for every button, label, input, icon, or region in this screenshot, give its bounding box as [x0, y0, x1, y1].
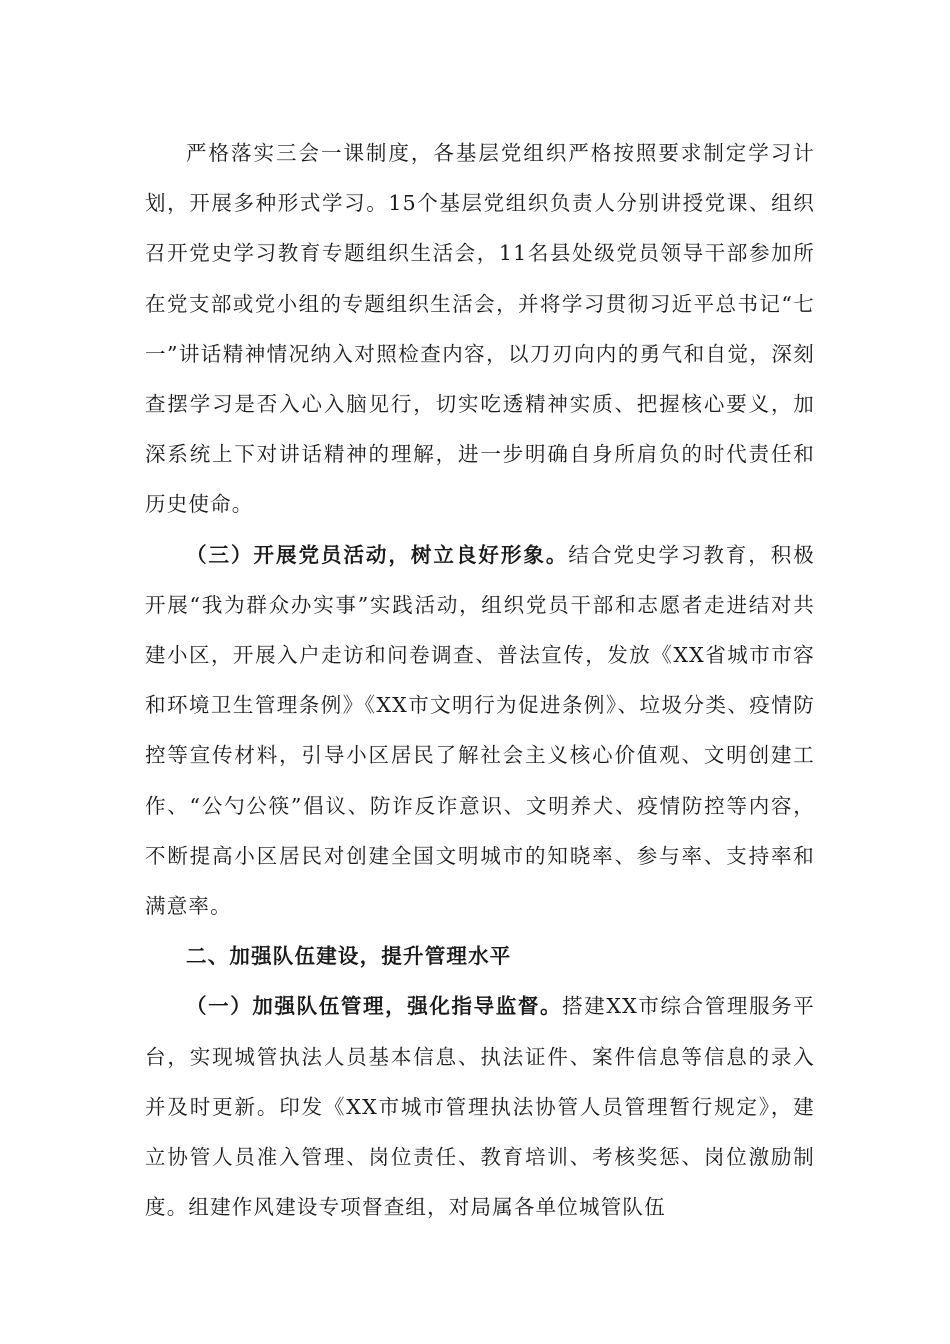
subheading-team-management: （一）加强队伍管理，强化指导监督。 — [186, 994, 563, 1019]
paragraph-team-management — [145, 981, 815, 1232]
paragraph-party-activities — [145, 530, 815, 932]
paragraph-study-system-text: 严格落实三会一课制度，各基层党组织严格按照要求制定学习计划，开展多种形式学习。15个基层党组织负责人分别讲授党课、组织召开党史学习教育专题组织生活会，11名县处级党员领导干部参加所在党支部或党小组的专题组织生活会，并将学习贯彻习近平总书记“七一”讲话精神情况纳入对照检查内容，以刀刃向内的勇气和自觉，深刻查摆学习是否入心入脑见行，切实吃透精神实质、把握核心要义，加深系统上下对讲话精神的理解，进一步明确自身所肩负的时代责任和历史使命。 — [145, 141, 815, 517]
section-heading-team-building: 二、加强队伍建设，提升管理水平 — [186, 944, 512, 969]
paragraph-study-system — [145, 128, 815, 530]
subheading-party-activities: （三）开展党员活动，树立良好形象。 — [186, 542, 569, 567]
paragraph-team-management-text: 搭建XX市综合管理服务平台，实现城管执法人员基本信息、执法证件、案件信息等信息的录入并及时更新。印发《XX市城市管理执法协管人员管理暂行规定》，建立协管人员准入管理、岗位责任、教育培训、考核奖惩、岗位激励制度。组建作风建设专项督查组，对局属各单位城管队伍 — [145, 994, 815, 1220]
document-body — [145, 128, 815, 1232]
paragraph-party-activities-text: 结合党史学习教育，积极开展“我为群众办实事”实践活动，组织党员干部和志愿者走进结对共建小区，开展入户走访和问卷调查、普法宣传，发放《XX省城市市容和环境卫生管理条例》《XX市文明行为促进条例》、垃圾分类、疫情防控等宣传材料，引导小区居民了解社会主义核心价值观、文明创建工作、“公勺公筷”倡议、防诈反诈意识、文明养犬、疫情防控等内容，不断提高小区居民对创建全国文明城市的知晓率、参与率、支持率和满意率。 — [145, 542, 815, 919]
